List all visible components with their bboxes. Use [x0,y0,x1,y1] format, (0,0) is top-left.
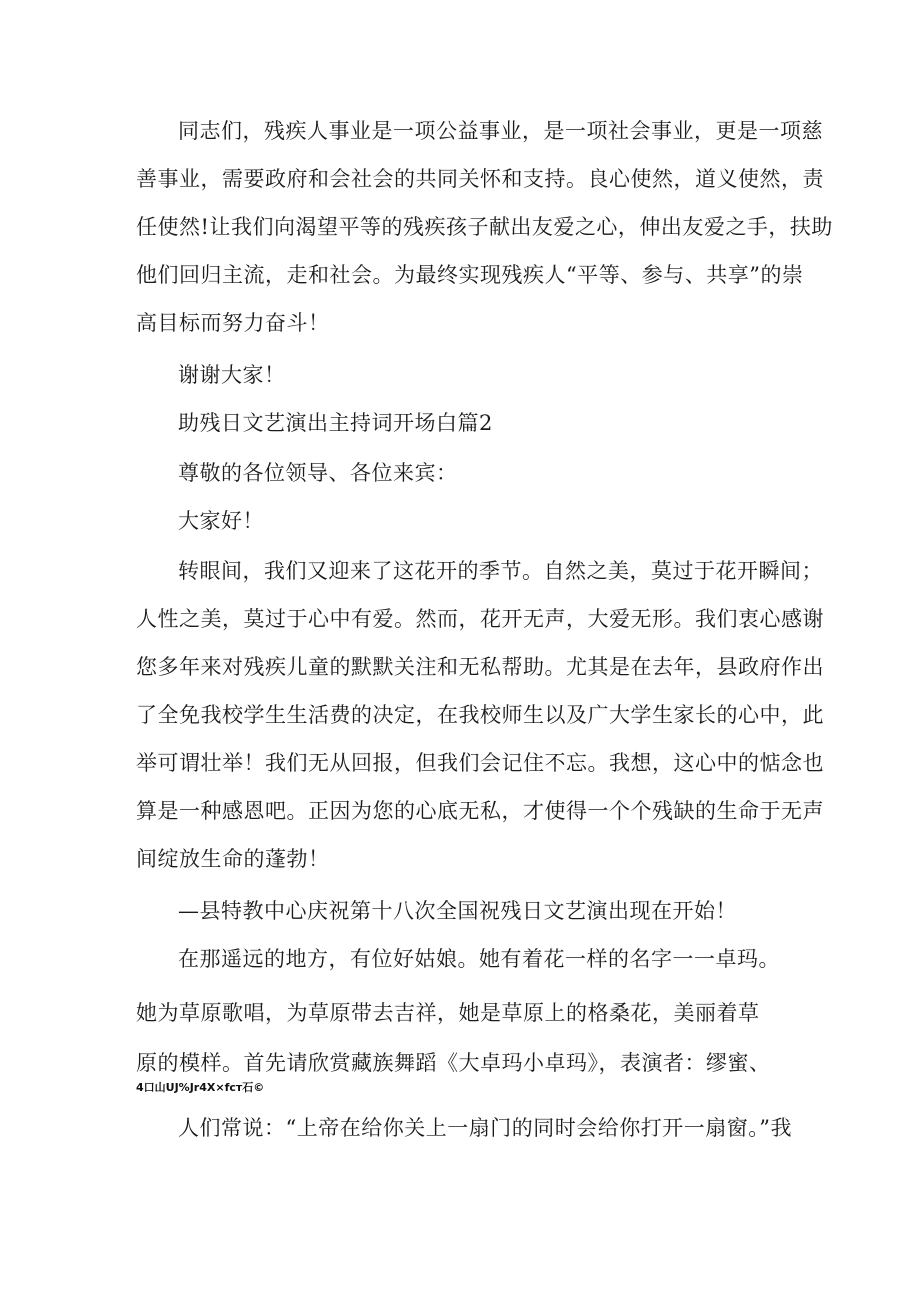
paragraph-line: 善事业，需要政府和会社会的共同关怀和支持。良心使然，道义使然，责 [136,167,824,191]
paragraph-line: 人性之美，莫过于心中有爱。然而，花开无声，大爱无形。我们衷心感谢 [136,607,824,631]
salutation: 尊敬的各位领导、各位来宾： [178,461,458,485]
paragraph-line: 她为草原歌唱，为草原带去吉祥，她是草原上的格桑花，美丽着草 [136,1001,760,1025]
paragraph-line: 了全免我校学生生活费的决定，在我校师生以及广大学生家长的心中，此 [136,703,824,727]
paragraph-line: 同志们，残疾人事业是一项公益事业，是一项社会事业，更是一项慈 [178,119,823,143]
paragraph-line: 人们常说：“上帝在给你关上一扇门的同时会给你打开一扇窗。”我 [178,1116,792,1140]
paragraph-line: 原的模样。首先请欣赏藏族舞蹈《大卓玛小卓玛》，表演者：缪蜜、 [136,1051,771,1075]
paragraph-line: 算是一种感恩吧。正因为您的心底无私，才使得一个个残缺的生命于无声 [136,799,824,823]
paragraph-line: 高目标而努力奋斗！ [136,311,330,335]
paragraph-line: 转眼间，我们又迎来了这花开的季节。自然之美，莫过于花开瞬间； [178,559,823,583]
paragraph-line: 在那遥远的地方，有位好姑娘。她有着花一样的名字一一卓玛。 [178,947,780,971]
paragraph-line: 您多年来对残疾儿童的默默关注和无私帮助。尤其是在去年，县政府作出 [136,655,824,679]
paragraph-line: 任使然!让我们向渴望平等的残疾孩子献出友爱之心，伸出友爱之手，扶助 [136,215,833,239]
announcement-line: —县特教中心庆祝第十八次全国祝残日文艺演出现在开始！ [178,899,737,923]
paragraph-line: 他们回归主流，走和社会。为最终实现残疾人“平等、参与、共享”的崇 [136,263,804,287]
section-heading: 助残日文艺演出主持词开场白篇2 [178,411,493,435]
garbled-text-line: 4口山UJ%Jr4X×fcт石© [136,1081,265,1094]
paragraph-line: 举可谓壮举！我们无从回报，但我们会记住不忘。我想，这心中的惦念也 [136,751,824,775]
greeting: 大家好！ [178,509,264,533]
closing-thanks: 谢谢大家！ [178,363,286,387]
paragraph-line: 间绽放生命的蓬勃！ [136,847,330,871]
